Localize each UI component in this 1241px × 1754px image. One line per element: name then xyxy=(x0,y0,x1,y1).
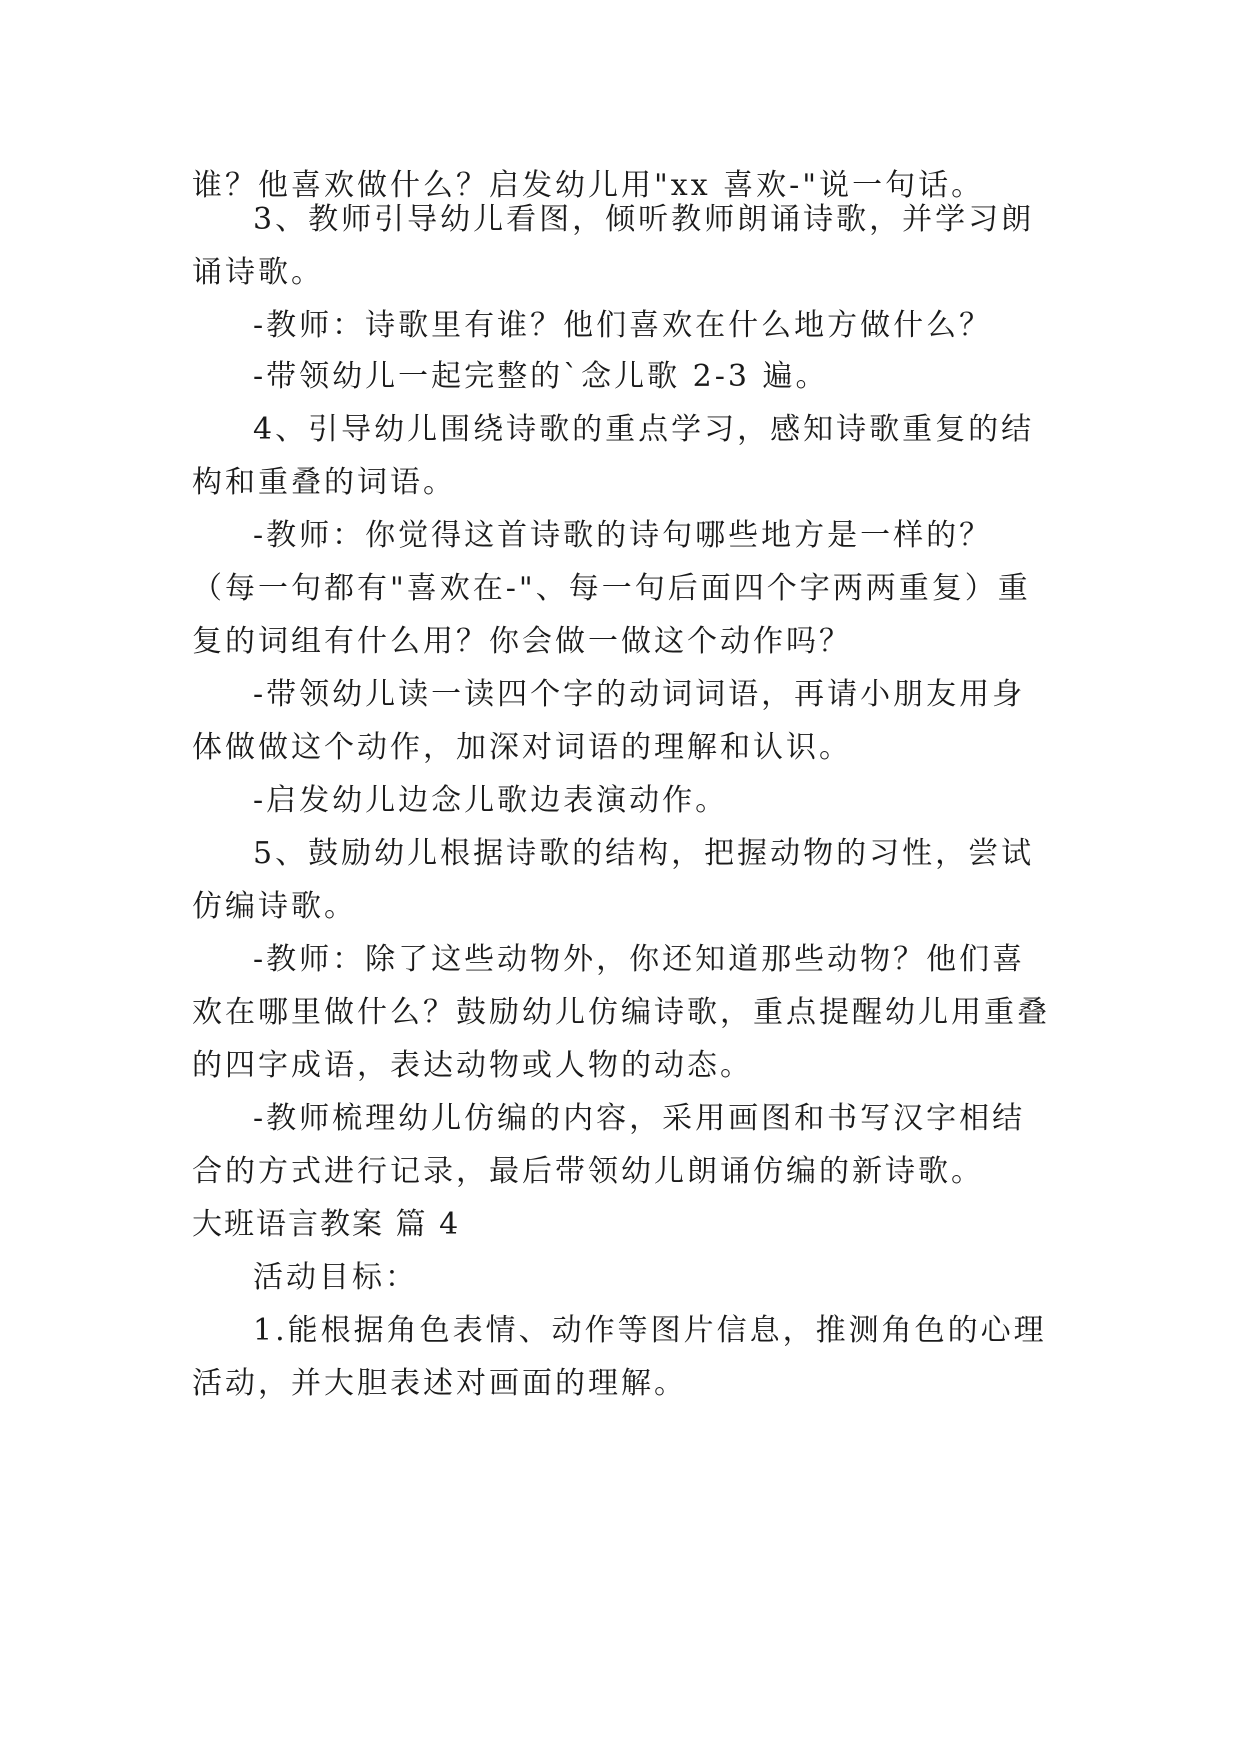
text-line: 的四字成语，表达动物或人物的动态。 xyxy=(192,1048,753,1083)
text-line: 复的词组有什么用？你会做一做这个动作吗？ xyxy=(192,624,852,659)
text-line: 3、教师引导幼儿看图，倾听教师朗诵诗歌，并学习朗 xyxy=(253,202,1035,237)
text-line: 构和重叠的词语。 xyxy=(192,465,456,500)
text-line: -教师：你觉得这首诗歌的诗句哪些地方是一样的？ xyxy=(253,518,993,553)
text-line: 体做做这个动作，加深对词语的理解和认识。 xyxy=(192,730,852,765)
text-line: （每一句都有"喜欢在-"、每一句后面四个字两两重复）重 xyxy=(192,571,1031,606)
text-line: -教师：诗歌里有谁？他们喜欢在什么地方做什么？ xyxy=(253,308,993,343)
text-line: 活动目标： xyxy=(253,1260,418,1295)
text-line: 1.能根据角色表情、动作等图片信息，推测角色的心理 xyxy=(253,1313,1047,1348)
text-line: 合的方式进行记录，最后带领幼儿朗诵仿编的新诗歌。 xyxy=(192,1154,984,1189)
text-line: 诵诗歌。 xyxy=(192,255,324,290)
text-line: -教师梳理幼儿仿编的内容，采用画图和书写汉字相结 xyxy=(253,1101,1026,1136)
text-line: -带领幼儿读一读四个字的动词词语，再请小朋友用身 xyxy=(253,677,1026,712)
text-line: 仿编诗歌。 xyxy=(192,889,357,924)
text-line: -启发幼儿边念儿歌边表演动作。 xyxy=(253,783,729,818)
section-heading: 大班语言教案 篇 4 xyxy=(192,1207,461,1242)
text-line: -教师：除了这些动物外，你还知道那些动物？他们喜 xyxy=(253,942,1026,977)
text-line: 欢在哪里做什么？鼓励幼儿仿编诗歌，重点提醒幼儿用重叠 xyxy=(192,995,1050,1030)
text-line: 5、鼓励幼儿根据诗歌的结构，把握动物的习性，尝试 xyxy=(253,836,1035,871)
text-line: 活动，并大胆表述对画面的理解。 xyxy=(192,1366,687,1401)
text-line: 谁？他喜欢做什么？启发幼儿用"xx 喜欢-"说一句话。 xyxy=(192,168,985,203)
text-line: -带领幼儿一起完整的`念儿歌 2-3 遍。 xyxy=(253,359,829,394)
text-line: 4、引导幼儿围绕诗歌的重点学习，感知诗歌重复的结 xyxy=(253,412,1035,447)
